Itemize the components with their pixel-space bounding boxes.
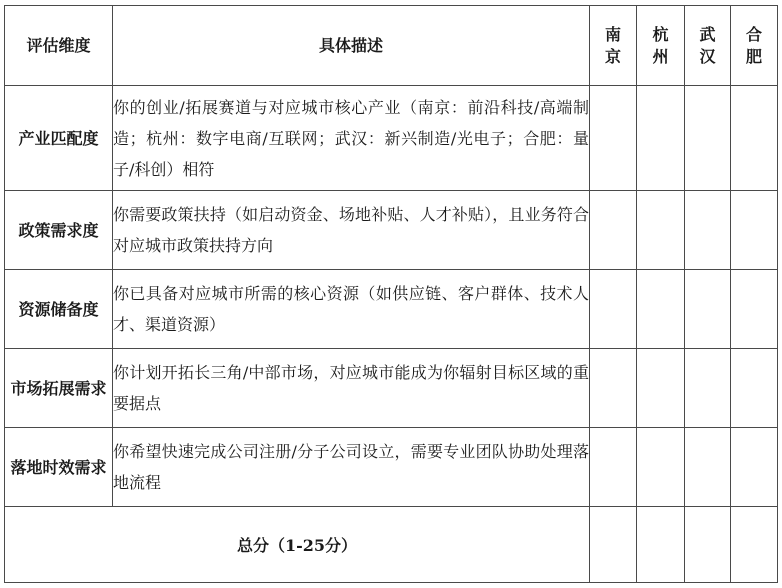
score-cell-hefei[interactable] — [731, 86, 778, 191]
total-cell-hangzhou[interactable] — [637, 507, 685, 583]
header-city-hefei: 合 肥 — [731, 6, 778, 86]
row-description: 你计划开拓长三角/中部市场，对应城市能成为你辐射目标区域的重要据点 — [113, 349, 590, 428]
score-cell-hangzhou[interactable] — [637, 428, 685, 507]
table-row — [5, 86, 778, 191]
total-label: 总分（1-25分） — [5, 507, 590, 583]
total-row — [5, 507, 778, 583]
total-cell-nanjing[interactable] — [590, 507, 637, 583]
score-cell-nanjing[interactable] — [590, 349, 637, 428]
header-dimension: 评估维度 — [5, 6, 113, 86]
score-cell-wuhan[interactable] — [685, 191, 731, 270]
row-description: 你需要政策扶持（如启动资金、场地补贴、人才补贴），且业务符合对应城市政策扶持方向 — [113, 191, 590, 270]
row-dimension: 资源储备度 — [5, 270, 113, 349]
header-row — [5, 6, 778, 86]
header-city-hangzhou: 杭 州 — [637, 6, 685, 86]
row-dimension: 落地时效需求 — [5, 428, 113, 507]
score-cell-wuhan[interactable] — [685, 86, 731, 191]
row-description: 你希望快速完成公司注册/分子公司设立，需要专业团队协助处理落地流程 — [113, 428, 590, 507]
score-cell-nanjing[interactable] — [590, 191, 637, 270]
score-cell-nanjing[interactable] — [590, 86, 637, 191]
header-description: 具体描述 — [113, 6, 590, 86]
row-description: 你已具备对应城市所需的核心资源（如供应链、客户群体、技术人才、渠道资源） — [113, 270, 590, 349]
header-city-wuhan: 武 汉 — [685, 6, 731, 86]
total-cell-wuhan[interactable] — [685, 507, 731, 583]
score-cell-nanjing[interactable] — [590, 270, 637, 349]
score-cell-hefei[interactable] — [731, 270, 778, 349]
score-cell-hangzhou[interactable] — [637, 349, 685, 428]
score-cell-hangzhou[interactable] — [637, 270, 685, 349]
row-dimension: 市场拓展需求 — [5, 349, 113, 428]
table-row — [5, 349, 778, 428]
row-description: 你的创业/拓展赛道与对应城市核心产业（南京：前沿科技/高端制造；杭州：数字电商/互联网；武汉：新兴制造/光电子；合肥：量子/科创）相符 — [113, 86, 590, 191]
score-cell-hangzhou[interactable] — [637, 191, 685, 270]
score-cell-hefei[interactable] — [731, 349, 778, 428]
row-dimension: 政策需求度 — [5, 191, 113, 270]
score-cell-hangzhou[interactable] — [637, 86, 685, 191]
score-cell-nanjing[interactable] — [590, 428, 637, 507]
score-cell-hefei[interactable] — [731, 191, 778, 270]
table-row — [5, 428, 778, 507]
score-cell-wuhan[interactable] — [685, 349, 731, 428]
header-city-nanjing: 南 京 — [590, 6, 637, 86]
total-cell-hefei[interactable] — [731, 507, 778, 583]
score-cell-wuhan[interactable] — [685, 428, 731, 507]
evaluation-table — [4, 5, 778, 583]
score-cell-hefei[interactable] — [731, 428, 778, 507]
table-row — [5, 270, 778, 349]
row-dimension: 产业匹配度 — [5, 86, 113, 191]
score-cell-wuhan[interactable] — [685, 270, 731, 349]
table-row — [5, 191, 778, 270]
